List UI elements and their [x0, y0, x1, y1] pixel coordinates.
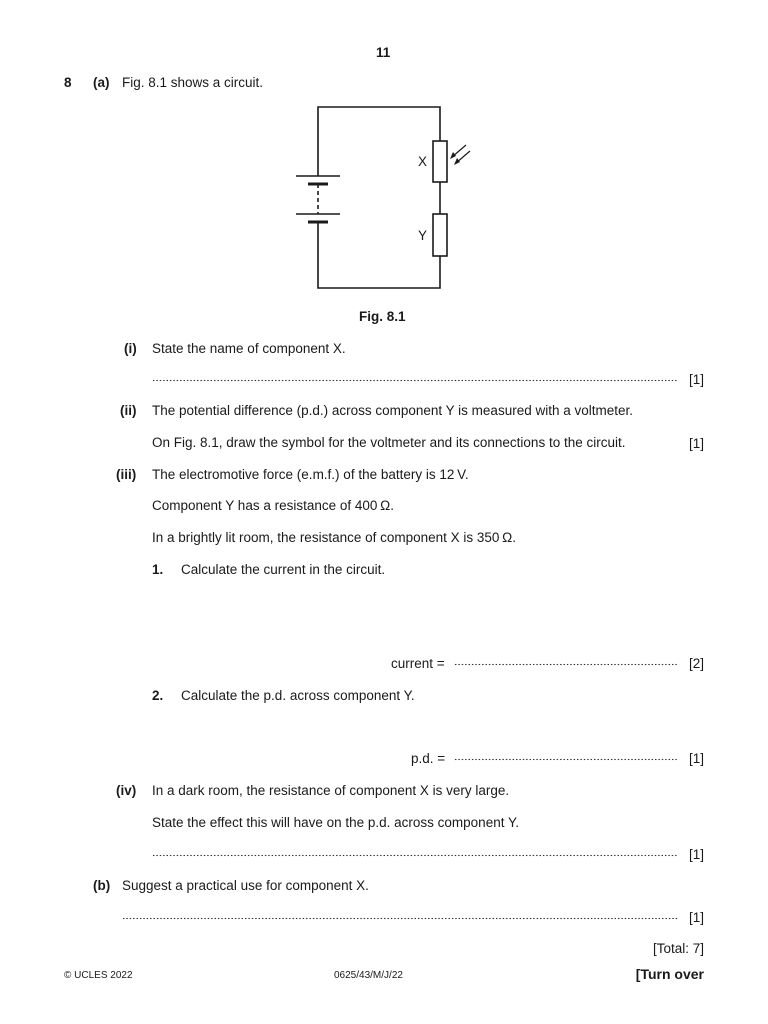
- answer-line-iv[interactable]: [152, 845, 678, 857]
- part-ii-text-1: The potential difference (p.d.) across component Y is measured with a voltmeter.: [152, 403, 634, 418]
- part-iv-label: (iv): [116, 783, 137, 798]
- part-iii-text-2: Component Y has a resistance of 400 Ω.: [152, 498, 394, 513]
- light-arrowhead-1: [450, 152, 456, 159]
- figure-caption: Fig. 8.1: [359, 309, 406, 324]
- question-number: 8: [64, 75, 72, 90]
- marks-i: [1]: [688, 372, 704, 387]
- current-answer-label: current =: [391, 656, 445, 671]
- total-marks: [Total: 7]: [652, 941, 704, 956]
- part-iii-1-text: Calculate the current in the circuit.: [181, 562, 386, 577]
- part-a-label: (a): [93, 75, 110, 90]
- footer-code: 0625/43/M/J/22: [334, 970, 403, 981]
- label-y: Y: [418, 228, 428, 243]
- page-number: 11: [376, 45, 391, 60]
- marks-b: [1]: [688, 910, 704, 925]
- part-iii-text-1: The electromotive force (e.m.f.) of the battery is 12 V.: [152, 467, 469, 482]
- part-iv-text-2: State the effect this will have on the p.d. across component Y.: [152, 815, 519, 830]
- footer-copyright: © UCLES 2022: [64, 970, 133, 981]
- part-ii-label: (ii): [120, 403, 137, 418]
- marks-iii-1: [2]: [688, 656, 704, 671]
- answer-line-b[interactable]: [122, 908, 678, 920]
- answer-line-i[interactable]: [152, 370, 678, 382]
- part-ii-text-2: On Fig. 8.1, draw the symbol for the voltmeter and its connections to the circuit.: [152, 435, 626, 450]
- light-arrowhead-2: [454, 158, 460, 165]
- label-x: X: [418, 154, 428, 169]
- part-iii-text-3: In a brightly lit room, the resistance of component X is 350 Ω.: [152, 530, 516, 545]
- part-iv-text-1: In a dark room, the resistance of component X is very large.: [152, 783, 510, 798]
- part-iii-2-label: 2.: [152, 688, 164, 703]
- part-i-text: State the name of component X.: [152, 341, 346, 356]
- marks-iv: [1]: [688, 847, 704, 862]
- component-y-resistor: [433, 214, 447, 256]
- part-iii-2-text: Calculate the p.d. across component Y.: [181, 688, 415, 703]
- part-iii-1-label: 1.: [152, 562, 164, 577]
- part-b-label: (b): [93, 878, 111, 893]
- part-i-label: (i): [124, 341, 137, 356]
- marks-iii-2: [1]: [688, 751, 704, 766]
- part-b-text: Suggest a practical use for component X.: [122, 878, 369, 893]
- part-a-intro: Fig. 8.1 shows a circuit.: [122, 75, 264, 90]
- component-x-resistor: [433, 141, 447, 182]
- pd-answer-line[interactable]: [454, 749, 678, 761]
- footer-turn-over: [Turn over: [635, 966, 704, 982]
- pd-answer-label: p.d. =: [411, 751, 446, 766]
- part-iii-label: (iii): [116, 467, 137, 482]
- marks-ii: [1]: [688, 436, 704, 451]
- current-answer-line[interactable]: [454, 654, 678, 666]
